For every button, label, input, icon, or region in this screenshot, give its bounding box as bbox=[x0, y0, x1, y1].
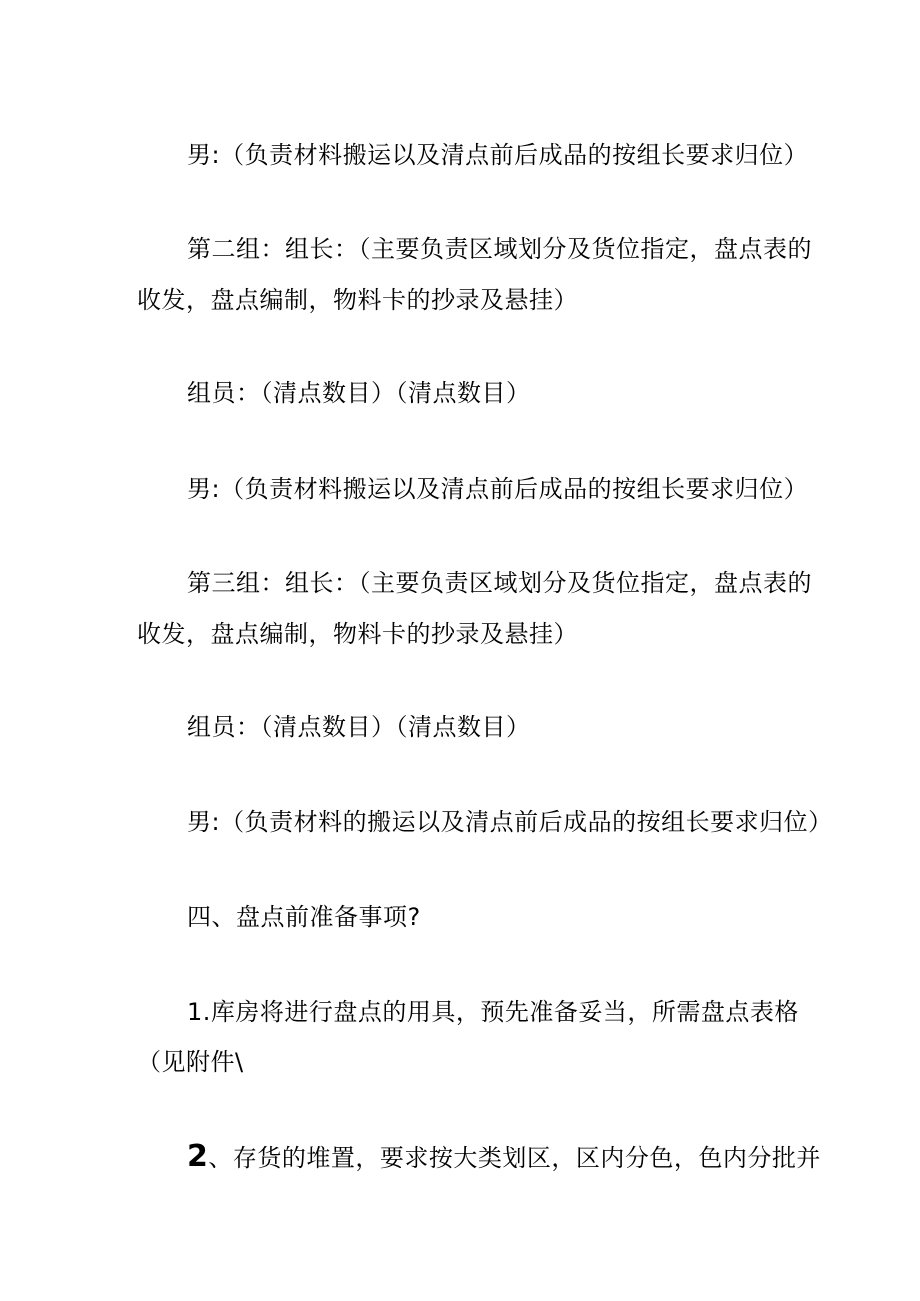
paragraph-line-12: （见附件\ bbox=[137, 1048, 244, 1076]
paragraph-line-9: 男:（负责材料的搬运以及清点前后成品的按组长要求归位） bbox=[187, 808, 833, 836]
paragraph-line-8: 组员：（清点数目）（清点数目） bbox=[187, 713, 531, 741]
paragraph-line-4: 组员：（清点数目）（清点数目） bbox=[187, 379, 531, 407]
paragraph-line-11: 1.库房将进行盘点的用具，预先准备妥当，所需盘点表格 bbox=[187, 998, 799, 1026]
paragraph-line-6: 第三组：组长：（主要负责区域划分及货位指定，盘点表的 bbox=[187, 569, 812, 597]
section-heading: 四、盘点前准备事项? bbox=[187, 903, 421, 931]
paragraph-line-1: 男:（负责材料搬运以及清点前后成品的按组长要求归位） bbox=[187, 141, 809, 169]
item-number: 2 bbox=[187, 1139, 209, 1174]
paragraph-line-13 bbox=[187, 1140, 821, 1175]
paragraph-line-7: 收发，盘点编制，物料卡的抄录及悬挂） bbox=[137, 620, 578, 648]
paragraph-line-5: 男:（负责材料搬运以及清点前后成品的按组长要求归位） bbox=[187, 475, 809, 503]
item-text: 、存货的堆置，要求按大类划区，区内分色，色内分批并 bbox=[208, 1144, 821, 1172]
paragraph-line-2: 第二组：组长：（主要负责区域划分及货位指定，盘点表的 bbox=[187, 235, 812, 263]
paragraph-line-3: 收发，盘点编制，物料卡的抄录及悬挂） bbox=[137, 286, 578, 314]
